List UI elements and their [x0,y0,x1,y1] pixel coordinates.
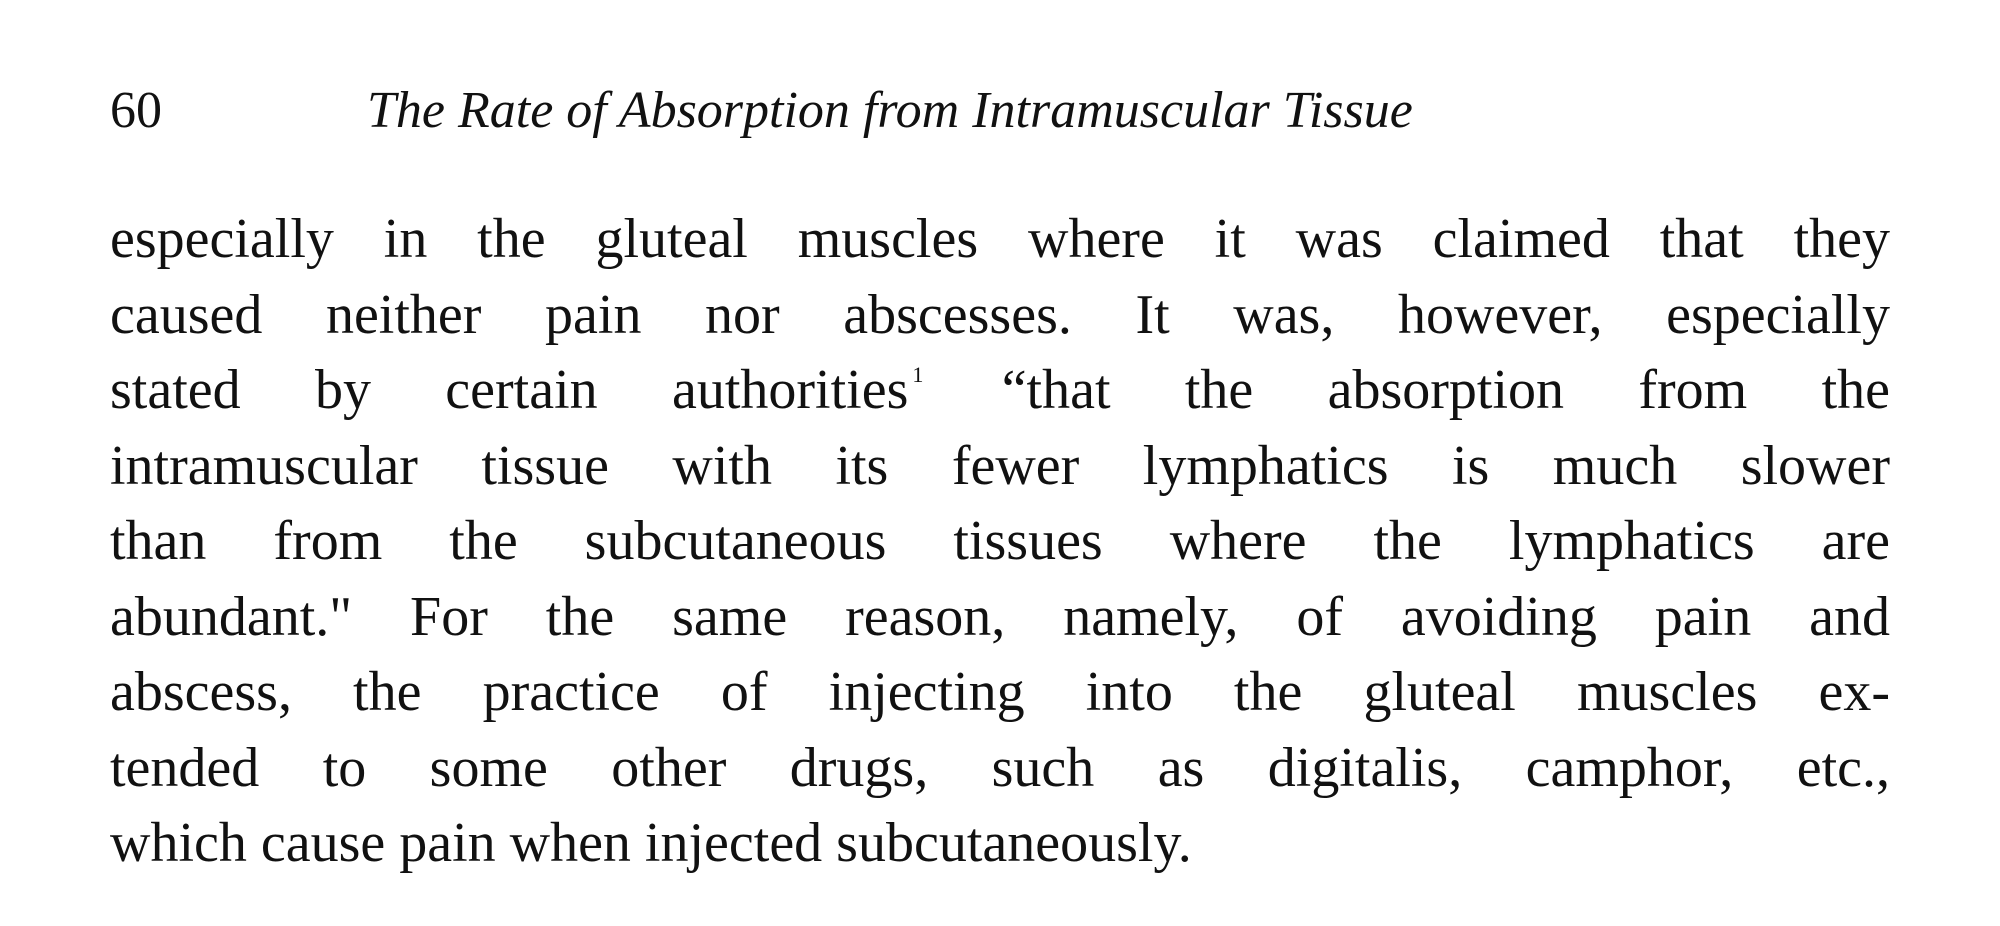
running-title: The Rate of Absorption from Intramuscular Tissue [367,82,1413,139]
text-line: which cause pain when injected subcutaneously. [110,812,1192,874]
running-head [110,76,1900,146]
text-line: tended to some other drugs, such as digitalis, camphor, etc., [110,736,1890,799]
quote-start: “that the absorption from the [1001,359,1890,421]
body-paragraph [110,202,1890,882]
text-line: than from the subcutaneous tissues where the lymphatics are [110,510,1890,572]
text-line: intramuscular tissue with its fewer lymphatics is much slower [110,434,1890,497]
footnote-marker[interactable]: 1 [912,362,924,387]
page-number: 60 [110,82,162,139]
text-line-part: stated by certain authorities [110,359,909,421]
text-line [110,353,1890,429]
text-line: especially in the gluteal muscles where it was claimed that they [110,208,1890,270]
text-line: abscess, the practice of injecting into the gluteal muscles ex- [110,661,1890,723]
text-line: caused neither pain nor abscesses. It was, however, especially [110,283,1890,346]
text-line: abundant." For the same reason, namely, of avoiding pain and [110,585,1890,648]
